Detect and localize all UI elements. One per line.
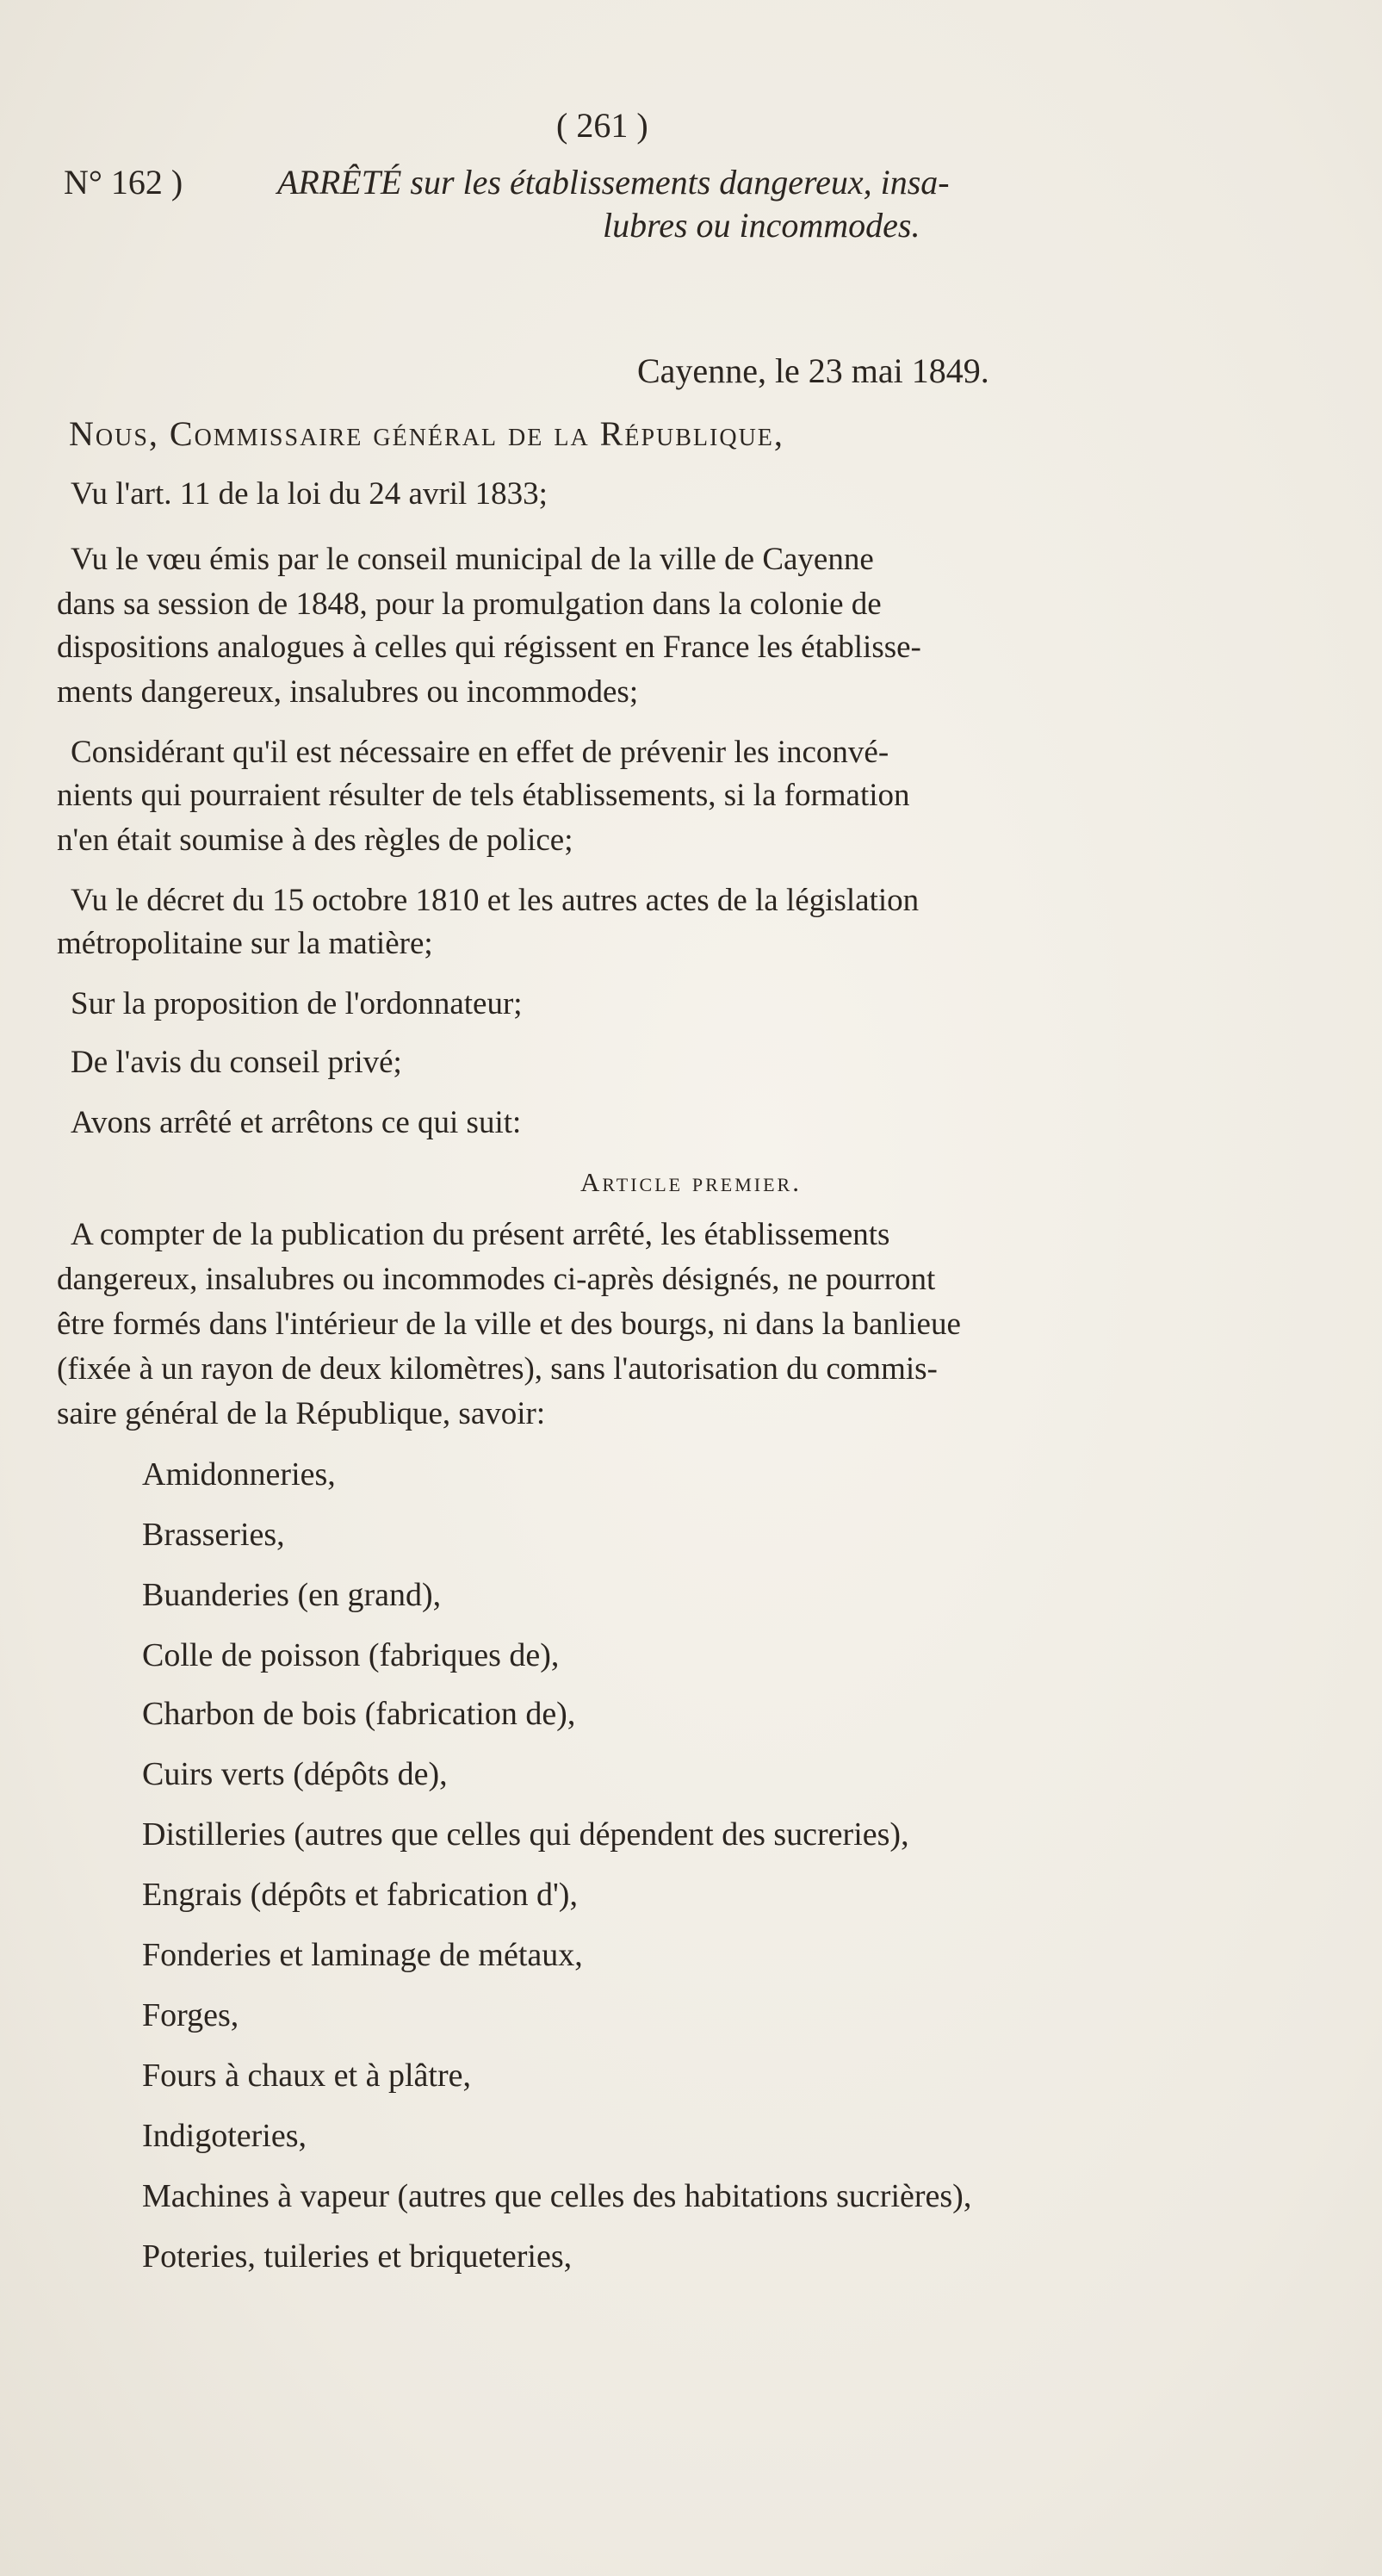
list-item: Amidonneries,: [142, 1456, 336, 1493]
paragraph-line: métropolitaine sur la matière;: [57, 926, 433, 961]
article-heading: Article premier.: [580, 1167, 802, 1197]
decree-number: N° 162 ): [64, 163, 183, 202]
list-item: Poteries, tuileries et briqueteries,: [142, 2238, 573, 2275]
paragraph-line: Vu l'art. 11 de la loi du 24 avril 1833;: [71, 476, 548, 512]
decree-title-line-1: ARRÊTÉ sur les établissements dangereux, insa-: [277, 163, 950, 202]
paragraph-line: Avons arrêté et arrêtons ce qui suit:: [71, 1105, 522, 1140]
list-item: Fours à chaux et à plâtre,: [142, 2058, 471, 2094]
list-item: Machines à vapeur (autres que celles des habitations sucrières),: [142, 2178, 972, 2214]
paragraph-line: ments dangereux, insalubres ou incommodes;: [57, 674, 639, 710]
article-line: dangereux, insalubres ou incommodes ci-après désignés, ne pourront: [57, 1262, 936, 1297]
paragraph-line: Vu le vœu émis par le conseil municipal de la ville de Cayenne: [71, 542, 874, 577]
list-item: Engrais (dépôts et fabrication d'),: [142, 1877, 578, 1913]
paragraph-line: dans sa session de 1848, pour la promulgation dans la colonie de: [57, 587, 882, 622]
list-item: Charbon de bois (fabrication de),: [142, 1696, 576, 1732]
page-number: ( 261 ): [556, 106, 648, 145]
date-line: Cayenne, le 23 mai 1849.: [637, 351, 989, 390]
list-item: Forges,: [142, 1997, 239, 2033]
article-line: être formés dans l'intérieur de la ville et des bourgs, ni dans la banlieue: [57, 1307, 961, 1342]
decree-title-line-2: lubres ou incommodes.: [603, 206, 920, 245]
list-item: Cuirs verts (dépôts de),: [142, 1756, 448, 1792]
article-line: (fixée à un rayon de deux kilomètres), sans l'autorisation du commis-: [57, 1351, 938, 1387]
paragraph-line: Sur la proposition de l'ordonnateur;: [71, 986, 523, 1021]
paragraph-line: nients qui pourraient résulter de tels établissements, si la formation: [57, 778, 910, 813]
paragraph-line: Considérant qu'il est nécessaire en effet de prévenir les inconvé-: [71, 735, 889, 770]
heading: Nous, Commissaire général de la République,: [69, 414, 784, 453]
list-item: Colle de poisson (fabriques de),: [142, 1637, 560, 1673]
list-item: Buanderies (en grand),: [142, 1577, 442, 1613]
paragraph-line: dispositions analogues à celles qui régissent en France les établisse-: [57, 630, 921, 665]
list-item: Fonderies et laminage de métaux,: [142, 1937, 583, 1973]
article-line: saire général de la République, savoir:: [57, 1396, 546, 1431]
paragraph-line: De l'avis du conseil privé;: [71, 1045, 402, 1080]
article-line: A compter de la publication du présent arrêté, les établissements: [71, 1217, 890, 1252]
list-item: Indigoteries,: [142, 2118, 307, 2154]
paragraph-line: n'en était soumise à des règles de police;: [57, 822, 573, 858]
list-item: Brasseries,: [142, 1517, 285, 1553]
paragraph-line: Vu le décret du 15 octobre 1810 et les autres actes de la législation: [71, 883, 920, 918]
list-item: Distilleries (autres que celles qui dépendent des sucreries),: [142, 1816, 909, 1853]
